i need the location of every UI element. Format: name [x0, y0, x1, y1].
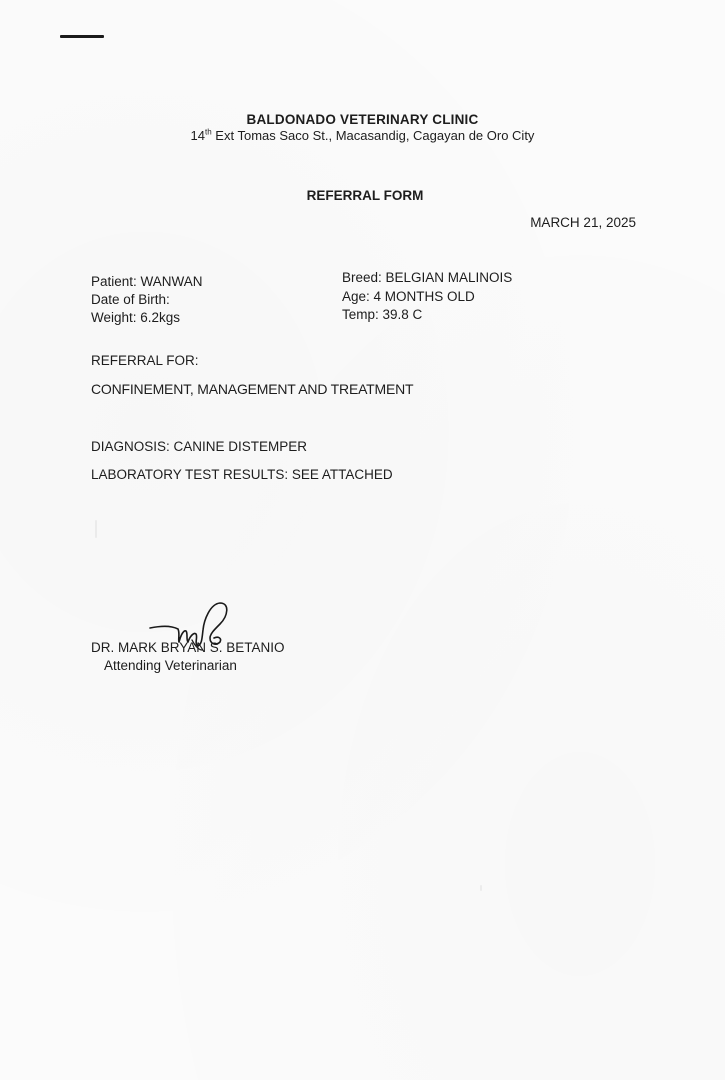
referral-value: CONFINEMENT, MANAGEMENT AND TREATMENT — [91, 381, 414, 397]
diagnosis: DIAGNOSIS: CANINE DISTEMPER — [91, 439, 308, 454]
lab-results: LABORATORY TEST RESULTS: SEE ATTACHED — [91, 467, 393, 482]
form-title: REFERRAL FORM — [306, 188, 424, 203]
patient-weight: Weight: 6.2kgs — [91, 310, 181, 325]
patient-age: Age: 4 MONTHS OLD — [342, 289, 475, 304]
scan-speck — [480, 885, 482, 891]
scan-speck — [95, 520, 97, 538]
clinic-name: BALDONADO VETERINARY CLINIC — [246, 112, 479, 127]
address-number: 14 — [190, 128, 206, 143]
scan-mark — [60, 35, 104, 38]
doctor-name: DR. MARK BRYAN S. BETANIO — [91, 640, 285, 655]
patient-breed: Breed: BELGIAN MALINOIS — [342, 270, 513, 285]
referral-label: REFERRAL FOR: — [91, 353, 199, 368]
doctor-title: Attending Veterinarian — [104, 658, 237, 673]
address-ordinal: th — [205, 127, 212, 137]
form-date: MARCH 21, 2025 — [530, 215, 636, 230]
patient-name: Patient: WANWAN — [91, 274, 203, 289]
patient-dob: Date of Birth: — [91, 292, 170, 307]
patient-temp: Temp: 39.8 C — [342, 307, 423, 322]
address-street: Ext Tomas Saco St., Macasandig, Cagayan de Oro City — [211, 128, 535, 143]
clinic-address — [0, 128, 725, 143]
